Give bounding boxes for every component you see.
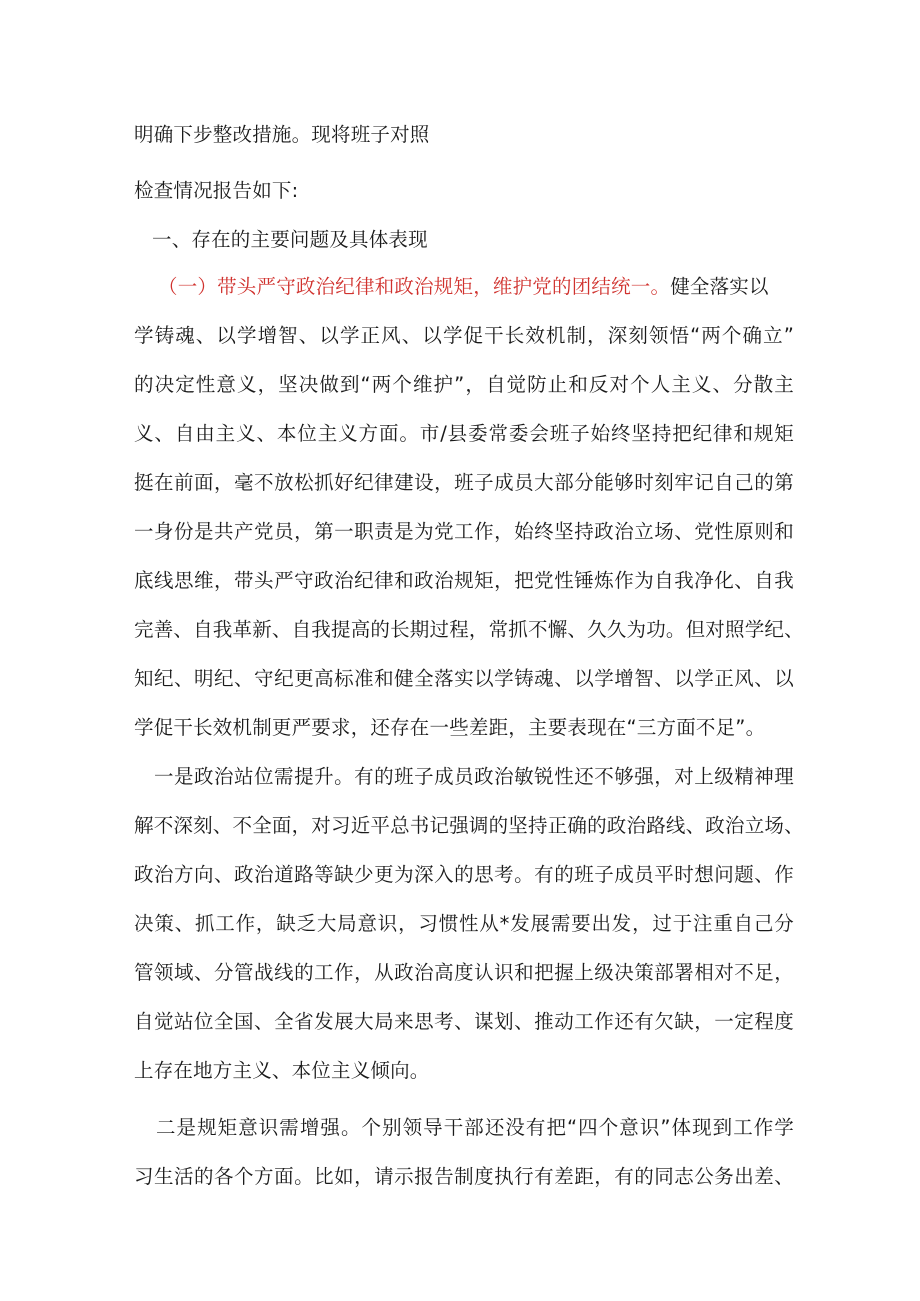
text-line: 管领域、分管战线的工作，从政治高度认识和把握上级决策部署相对不足， — [134, 961, 794, 984]
text-line: 的决定性意义，坚决做到“两个维护”，自觉防止和反对个人主义、分散主 — [134, 373, 794, 396]
text-line: 学铸魂、以学增智、以学正风、以学促干长效机制，深刻领悟“两个确立” — [134, 324, 794, 347]
text-line: 自觉站位全国、全省发展大局来思考、谋划、推动工作还有欠缺，一定程度 — [134, 1010, 794, 1033]
text-line: 底线思维，带头严守政治纪律和政治规矩，把党性锤炼作为自我净化、自我 — [134, 569, 794, 592]
text-span: 健全落实以 — [670, 275, 769, 298]
text-line: 政治方向、政治道路等缺少更为深入的思考。有的班子成员平时想问题、作 — [134, 863, 794, 886]
text-line: 解不深刻、不全面，对习近平总书记强调的坚持正确的政治路线、政治立场、 — [134, 814, 804, 837]
text-line: 义、自由主义、本位主义方面。市/县委常委会班子始终坚持把纪律和规矩 — [134, 422, 794, 445]
text-line: 完善、自我革新、自我提高的长期过程，常抓不懈、久久为功。但对照学纪、 — [134, 618, 804, 641]
text-line: 检查情况报告如下: — [134, 179, 299, 202]
text-line: 学促干长效机制更严要求，还存在一些差距，主要表现在“三方面不足”。 — [134, 716, 766, 739]
text-line: 挺在前面，毫不放松抓好纪律建设，班子成员大部分能够时刻牢记自己的第 — [134, 471, 794, 494]
text-line: 决策、抓工作，缺乏大局意识，习惯性从*发展需要出发，过于注重自己分 — [134, 912, 794, 935]
text-line: 明确下步整改措施。现将班子对照 — [134, 123, 430, 146]
text-line: 上存在地方主义、本位主义倾向。 — [134, 1059, 430, 1082]
subsection-paragraph-start — [158, 273, 794, 301]
text-line: 一是政治站位需提升。有的班子成员政治敏锐性还不够强，对上级精神理 — [154, 765, 794, 788]
text-line: 一身份是共产党员，第一职责是为党工作，始终坚持政治立场、党性原则和 — [134, 520, 794, 543]
text-line: 二是规矩意识需增强。个别领导干部还没有把“四个意识”体现到工作学 — [156, 1116, 794, 1139]
text-line: 知纪、明纪、守纪更高标准和健全落实以学铸魂、以学增智、以学正风、以 — [134, 667, 794, 690]
text-line: 习生活的各个方面。比如，请示报告制度执行有差距，有的同志公务出差、 — [134, 1165, 794, 1188]
section-heading: 一、存在的主要问题及具体表现 — [152, 228, 428, 251]
subsection-heading: （一）带头严守政治纪律和政治规矩，维护党的团结统一。 — [158, 275, 671, 298]
